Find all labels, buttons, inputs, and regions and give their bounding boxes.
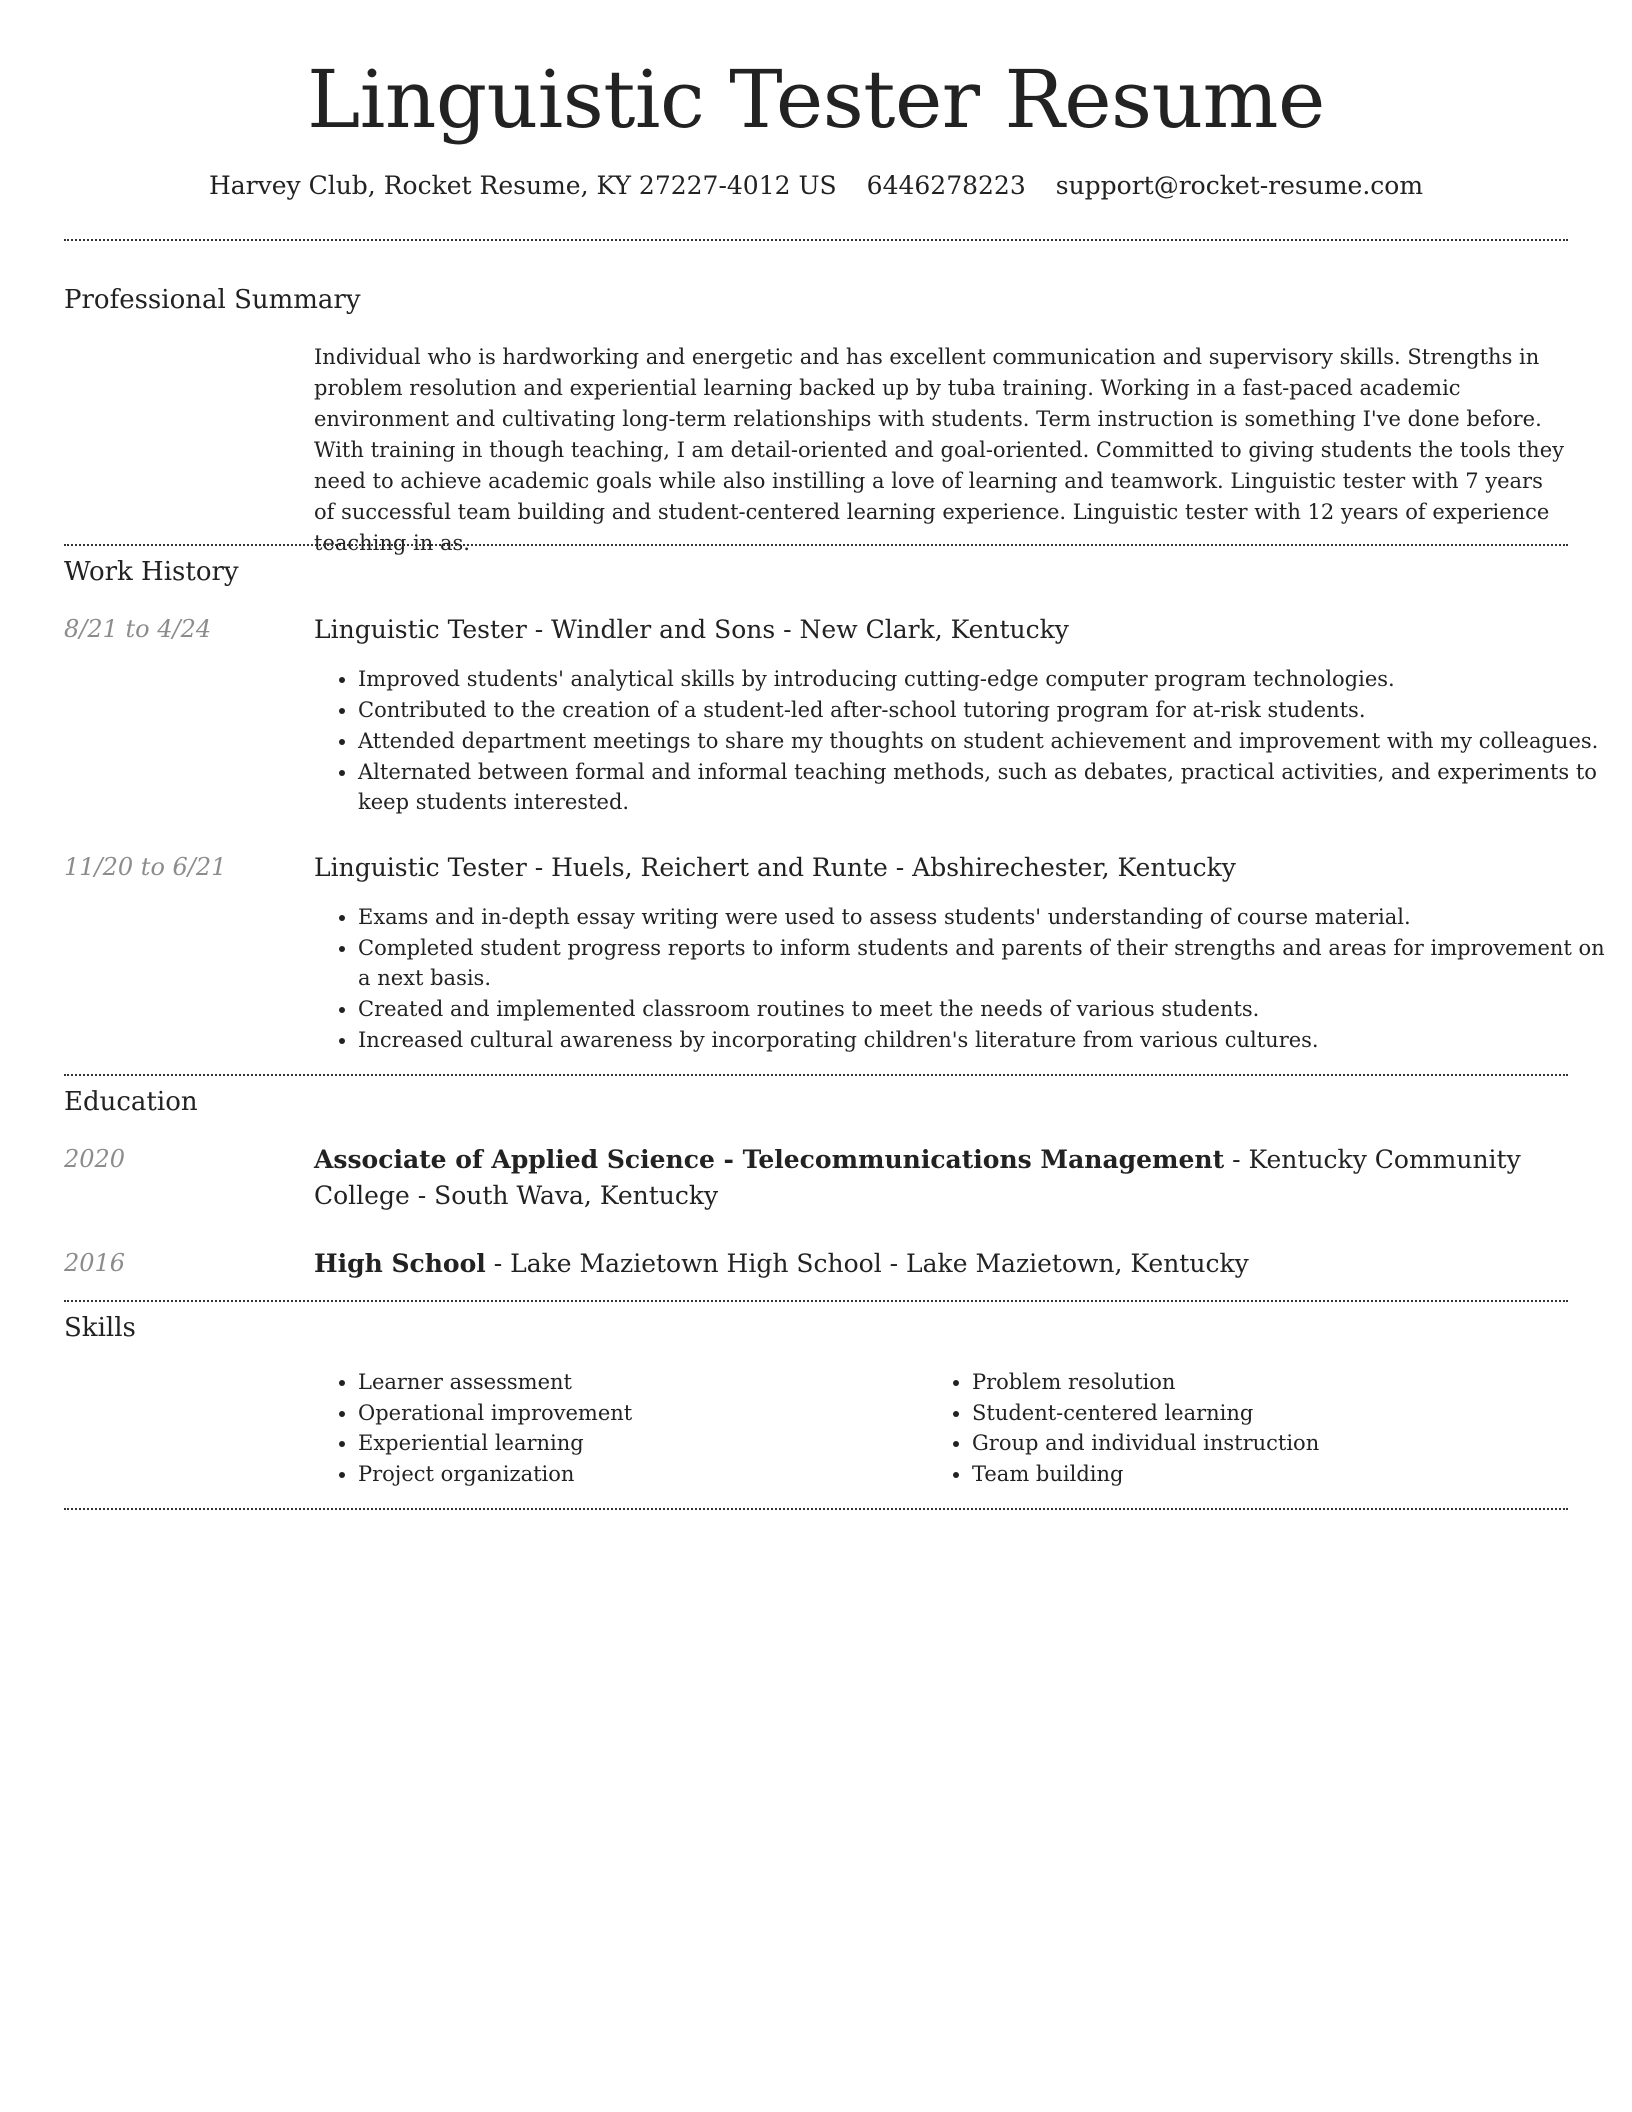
section-heading-work: Work History [64,557,239,587]
skills-list-left [314,1367,918,1489]
skill-item: • Team building [972,1459,1592,1490]
education-degree: Associate of Applied Science - Telecommunications Management [314,1145,1225,1174]
skill-item: • Learner assessment [358,1367,918,1398]
skill-item: • Experiential learning [358,1428,918,1459]
list-item: • Attended department meetings to share my thoughts on student achievement and improvement with my colleagues. [358,726,1612,756]
job-title: Linguistic Tester - Windler and Sons - New Clark, Kentucky [314,615,1069,644]
contact-email: support@rocket-resume.com [1055,171,1424,200]
section-heading-skills: Skills [64,1313,136,1343]
skill-item: • Problem resolution [972,1367,1592,1398]
divider [64,1074,1568,1076]
list-item: • Completed student progress reports to inform students and parents of their strengths and areas for improvement on a next basis. [358,933,1612,993]
job-title: Linguistic Tester - Huels, Reichert and Runte - Abshirechester, Kentucky [314,853,1236,882]
divider [64,239,1568,241]
skill-item: • Student-centered learning [972,1398,1592,1429]
education-school: - Kentucky Community College - South Wava, Kentucky [314,1145,1521,1210]
resume-title: Linguistic Tester Resume [307,53,1325,146]
section-heading-summary: Professional Summary [64,285,361,315]
skills-list-right [928,1367,1592,1489]
list-item: • Contributed to the creation of a student-led after-school tutoring program for at-risk students. [358,695,1612,725]
contact-address: Harvey Club, Rocket Resume, KY 27227-4012 US [208,171,837,200]
divider [64,544,1568,546]
education-entry [314,1246,1568,1282]
education-degree: High School [314,1249,486,1278]
skill-item: • Project organization [358,1459,918,1490]
list-item: • Improved students' analytical skills by introducing cutting-edge computer program technologies. [358,664,1612,694]
education-year: 2016 [64,1249,126,1277]
job-dates: 8/21 to 4/24 [64,615,212,643]
divider [64,1300,1568,1302]
education-school: - Lake Mazietown High School - Lake Mazietown, Kentucky [485,1249,1249,1278]
skill-item: • Group and individual instruction [972,1428,1592,1459]
job-bullets [314,902,1612,1056]
job-dates: 11/20 to 6/21 [64,853,227,881]
summary-text: Individual who is hardworking and energetic and has excellent communication and supervisory skills. Strengths in problem resolution and experiential learning backed up by tuba training. Working in a fast-paced academic environment and cultivating long-term relationships with students. Term instruction is something I've done before. With training in though teaching, I am detail-oriented and goal-oriented. Committed to giving students the tools they need to achieve academic goals while also instilling a love of learning and teamwork. Linguistic tester with 7 years of successful team building and student-centered learning experience. Linguistic tester with 12 years of experience teaching in as. [314,345,1564,555]
contact-phone: 6446278223 [866,171,1026,200]
list-item: • Exams and in-depth essay writing were used to assess students' understanding of course material. [358,902,1612,932]
job-bullets [314,664,1612,818]
education-year: 2020 [64,1145,126,1173]
list-item: • Created and implemented classroom routines to meet the needs of various students. [358,994,1612,1024]
list-item: • Increased cultural awareness by incorporating children's literature from various cultures. [358,1025,1612,1055]
contact-line [0,170,1632,202]
list-item: • Alternated between formal and informal teaching methods, such as debates, practical activities, and experiments to keep students interested. [358,757,1612,817]
section-heading-education: Education [64,1087,198,1117]
education-entry [314,1142,1568,1214]
skill-item: • Operational improvement [358,1398,918,1429]
divider [64,1508,1568,1510]
